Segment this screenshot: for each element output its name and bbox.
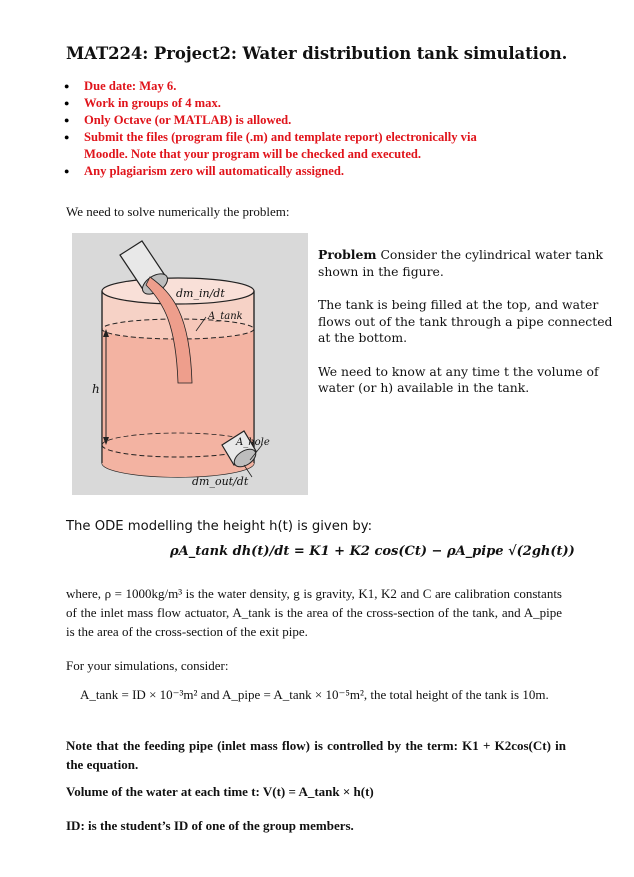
- bullet-submission: [62, 129, 532, 163]
- consider-text: For your simulations, consider:: [66, 658, 229, 673]
- problem-p3: We need to know at any time t the volume of water (or h) available in the tank.: [318, 363, 599, 395]
- bullet-due-date: ● Due date: May 6.: [62, 78, 532, 95]
- problem-p2: The tank is being filled at the top, and water flows out of the tank through a pipe connected at the bottom.: [318, 297, 613, 345]
- label-dm-out: dm_out/dt: [192, 475, 249, 488]
- note-text: Note that the feeding pipe (inlet mass flow) is controlled by the term: K1 + K2cos(Ct) in the equation.: [66, 738, 566, 772]
- problem-statement: [318, 247, 614, 414]
- problem-p1: Problem Consider the cylindrical water tank shown in the figure.: [318, 247, 603, 279]
- label-h: h: [92, 382, 100, 396]
- bullet-submission-line2: Moodle. Note that your program will be checked and executed.: [84, 147, 422, 161]
- ode-label: The ODE modelling the height h(t) is given by:: [66, 519, 373, 534]
- ode-equation: ρA_tank dh(t)/dt = K1 + K2 cos(Ct) − ρA_pipe √(2gh(t)): [170, 544, 575, 559]
- tank-figure: [72, 233, 308, 495]
- bullet-software: ● Only Octave (or MATLAB) is allowed.: [62, 112, 532, 129]
- label-a-hole: A_hole: [236, 437, 270, 448]
- bullet-submission-line1: Submit the files (program file (.m) and template report) electronically via: [84, 130, 477, 144]
- label-dm-in: dm_in/dt: [176, 287, 225, 300]
- page-title: MAT224: Project2: Water distribution tank simulation.: [66, 44, 568, 63]
- tank-diagram: [72, 233, 308, 495]
- id-note-text: ID: is the student’s ID of one of the group members.: [66, 818, 354, 833]
- volume-text: Volume of the water at each time t: V(t) = A_tank × h(t): [66, 784, 374, 799]
- label-a-tank: A_tank: [208, 311, 243, 322]
- requirements-list: [62, 78, 532, 180]
- bullet-group-size: ● Work in groups of 4 max.: [62, 95, 532, 112]
- bullet-plagiarism: ● Any plagiarism zero will automatically assigned.: [62, 163, 532, 180]
- problem-heading: Problem: [318, 247, 377, 262]
- areas-text: A_tank = ID × 10⁻³m² and A_pipe = A_tank × 10⁻⁵m², the total height of the tank is 10m.: [80, 687, 549, 702]
- where-paragraph: where, ρ = 1000kg/m³ is the water density, g is gravity, K1, K2 and C are calibration constants of the inlet mass flow actuator, A_tank is the area of the cross-section of the tank, and A_pipe is the area of the cross-section of the exit pipe.: [66, 586, 562, 639]
- intro-text: We need to solve numerically the problem:: [66, 204, 290, 219]
